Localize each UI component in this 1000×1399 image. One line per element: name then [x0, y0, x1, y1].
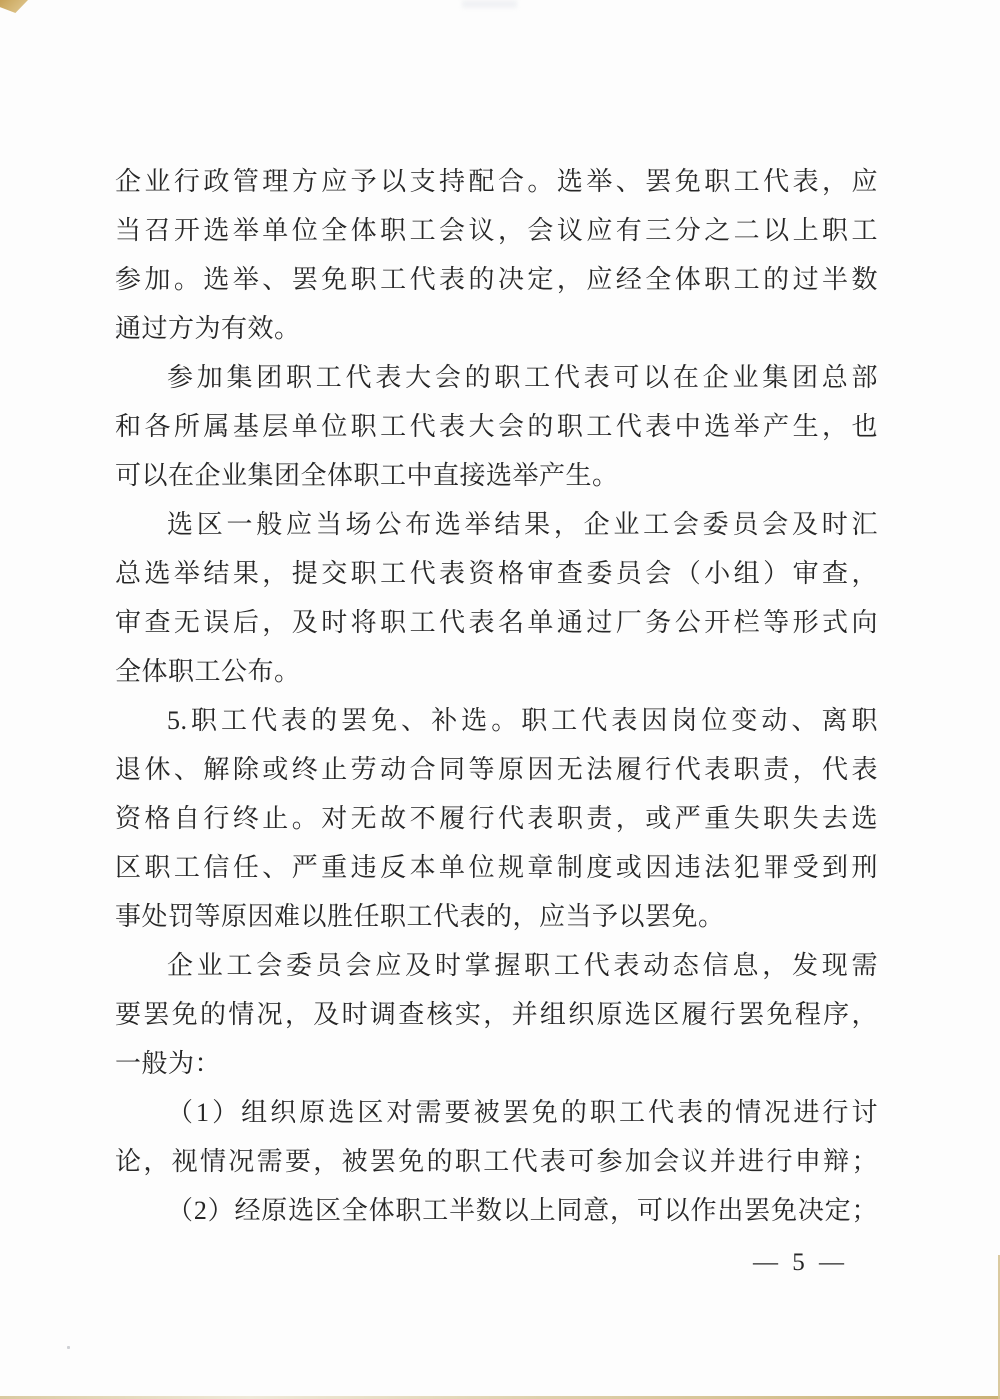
text-line: 企业工会委员会应及时掌握职工代表动态信息，发现需: [167, 951, 878, 980]
text-line: 事处罚等原因难以胜任职工代表的，应当予以罢免。: [115, 902, 725, 931]
text-line: 论，视情况需要，被罢免的职工代表可参加会议并进行申辩；: [115, 1147, 878, 1176]
text-line: 全体职工公布。: [115, 657, 301, 686]
text-lines: [115, 157, 878, 1235]
text-line: 一般为：: [115, 1049, 222, 1078]
text-line: （1）组织原选区对需要被罢免的职工代表的情况进行讨: [167, 1098, 878, 1127]
text-line: 通过方为有效。: [115, 314, 301, 343]
text-line: 参加集团职工代表大会的职工代表可以在企业集团总部: [167, 363, 878, 392]
text-line: 5.职工代表的罢免、补选。职工代表因岗位变动、离职: [167, 706, 878, 735]
text-line: 和各所属基层单位职工代表大会的职工代表中选举产生，也: [115, 412, 878, 441]
scan-speck: [67, 1346, 70, 1349]
text-line: 要罢免的情况，及时调查核实，并组织原选区履行罢免程序，: [115, 1000, 878, 1029]
text-line: 总选举结果，提交职工代表资格审查委员会（小组）审查，: [115, 559, 878, 588]
text-line: 退休、解除或终止劳动合同等原因无法履行代表职责，代表: [115, 755, 878, 784]
text-line: 资格自行终止。对无故不履行代表职责，或严重失职失去选: [115, 804, 878, 833]
text-line: 选区一般应当场公布选举结果，企业工会委员会及时汇: [167, 510, 878, 539]
scan-artifact-corner: [0, 0, 28, 13]
page-number: — 5 —: [753, 1249, 848, 1276]
scan-smudge-top: [462, 0, 517, 8]
text-line: 区职工信任、严重违反本单位规章制度或因违法犯罪受到刑: [115, 853, 878, 882]
text-line: 审查无误后，及时将职工代表名单通过厂务公开栏等形式向: [115, 608, 878, 637]
text-line: （2）经原选区全体职工半数以上同意，可以作出罢免决定；: [167, 1196, 878, 1225]
document-text-block: [115, 157, 878, 1283]
text-line: 企业行政管理方应予以支持配合。选举、罢免职工代表，应: [115, 167, 878, 196]
text-line: 可以在企业集团全体职工中直接选举产生。: [115, 461, 619, 490]
text-line: 参加。选举、罢免职工代表的决定，应经全体职工的过半数: [115, 265, 878, 294]
text-line: 当召开选举单位全体职工会议，会议应有三分之二以上职工: [115, 216, 878, 245]
